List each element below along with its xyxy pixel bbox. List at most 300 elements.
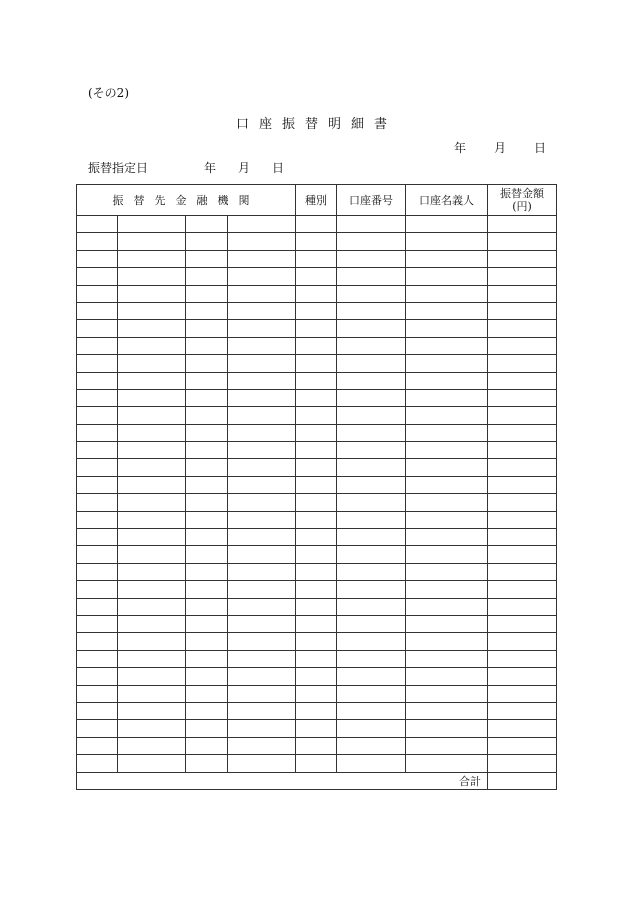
account-number-cell[interactable] [337,216,406,233]
account-holder-cell[interactable] [406,702,488,719]
bank-cell-1[interactable] [77,598,118,615]
bank-cell-1[interactable] [77,685,118,702]
type-cell[interactable] [296,581,337,598]
column-header-type: 種別 [296,185,337,216]
account-holder-cell[interactable] [406,494,488,511]
table-row [77,372,557,389]
table-row [77,615,557,632]
account-number-cell[interactable] [337,302,406,319]
bank-cell-4[interactable] [228,459,296,476]
account-holder-cell[interactable] [406,389,488,406]
table-row [77,685,557,702]
bank-cell-1[interactable] [77,581,118,598]
account-holder-cell[interactable] [406,233,488,250]
bank-cell-2[interactable] [118,737,186,754]
type-cell[interactable] [296,563,337,580]
type-cell[interactable] [296,337,337,354]
amount-cell[interactable] [488,563,557,580]
bank-cell-3[interactable] [186,250,228,267]
bank-cell-3[interactable] [186,650,228,667]
table-row [77,598,557,615]
bank-cell-4[interactable] [228,268,296,285]
amount-cell[interactable] [488,511,557,528]
bank-cell-2[interactable] [118,720,186,737]
account-number-cell[interactable] [337,389,406,406]
bank-cell-1[interactable] [77,233,118,250]
amount-cell[interactable] [488,720,557,737]
bank-cell-2[interactable] [118,633,186,650]
account-holder-cell[interactable] [406,302,488,319]
table-row [77,633,557,650]
bank-cell-4[interactable] [228,285,296,302]
type-cell[interactable] [296,389,337,406]
bank-cell-4[interactable] [228,633,296,650]
bank-cell-2[interactable] [118,337,186,354]
account-holder-cell[interactable] [406,285,488,302]
type-cell[interactable] [296,650,337,667]
amount-cell[interactable] [488,598,557,615]
transfer-day-label: 日 [272,161,285,175]
bank-cell-2[interactable] [118,442,186,459]
type-cell[interactable] [296,250,337,267]
account-holder-cell[interactable] [406,372,488,389]
bank-cell-3[interactable] [186,476,228,493]
bank-cell-3[interactable] [186,755,228,772]
account-holder-cell[interactable] [406,216,488,233]
date-year-label: 年 [454,141,467,155]
bank-cell-4[interactable] [228,529,296,546]
type-cell[interactable] [296,424,337,441]
table-header-row [77,185,557,216]
account-holder-cell[interactable] [406,615,488,632]
type-cell[interactable] [296,268,337,285]
amount-header-line1: 振替金額 [500,187,544,200]
account-number-cell[interactable] [337,685,406,702]
amount-cell[interactable] [488,459,557,476]
account-number-cell[interactable] [337,407,406,424]
account-holder-cell[interactable] [406,720,488,737]
table-row [77,563,557,580]
account-holder-cell[interactable] [406,355,488,372]
bank-cell-1[interactable] [77,615,118,632]
account-holder-cell[interactable] [406,546,488,563]
bank-cell-1[interactable] [77,720,118,737]
table-row [77,233,557,250]
account-holder-cell[interactable] [406,598,488,615]
bank-cell-4[interactable] [228,216,296,233]
account-holder-cell[interactable] [406,268,488,285]
bank-cell-1[interactable] [77,755,118,772]
bank-cell-3[interactable] [186,442,228,459]
amount-cell[interactable] [488,424,557,441]
amount-cell[interactable] [488,476,557,493]
bank-cell-1[interactable] [77,250,118,267]
bank-cell-4[interactable] [228,337,296,354]
account-holder-cell[interactable] [406,685,488,702]
bank-cell-1[interactable] [77,442,118,459]
table-row [77,407,557,424]
bank-cell-1[interactable] [77,407,118,424]
bank-cell-4[interactable] [228,355,296,372]
type-cell[interactable] [296,355,337,372]
total-row [77,772,557,789]
bank-cell-2[interactable] [118,685,186,702]
bank-cell-3[interactable] [186,685,228,702]
bank-cell-4[interactable] [228,424,296,441]
type-cell[interactable] [296,685,337,702]
table-row [77,650,557,667]
total-label: 合計 [77,772,488,789]
amount-cell[interactable] [488,233,557,250]
bank-cell-2[interactable] [118,233,186,250]
account-holder-cell[interactable] [406,407,488,424]
bank-cell-2[interactable] [118,581,186,598]
table-row [77,755,557,772]
bank-cell-2[interactable] [118,424,186,441]
bank-cell-1[interactable] [77,337,118,354]
table-row [77,511,557,528]
account-holder-cell[interactable] [406,320,488,337]
bank-cell-1[interactable] [77,633,118,650]
bank-cell-2[interactable] [118,268,186,285]
bank-cell-4[interactable] [228,702,296,719]
amount-cell[interactable] [488,633,557,650]
bank-cell-4[interactable] [228,389,296,406]
account-number-cell[interactable] [337,702,406,719]
bank-cell-2[interactable] [118,285,186,302]
type-cell[interactable] [296,216,337,233]
bank-cell-4[interactable] [228,511,296,528]
account-number-cell[interactable] [337,650,406,667]
account-number-cell[interactable] [337,285,406,302]
total-amount-cell[interactable] [488,772,557,789]
table-row [77,268,557,285]
account-holder-cell[interactable] [406,633,488,650]
type-cell[interactable] [296,615,337,632]
bank-cell-3[interactable] [186,615,228,632]
type-cell[interactable] [296,372,337,389]
bank-cell-1[interactable] [77,650,118,667]
transfer-date-label: 振替指定日 [88,161,149,175]
amount-cell[interactable] [488,268,557,285]
type-cell[interactable] [296,546,337,563]
bank-cell-4[interactable] [228,668,296,685]
type-cell[interactable] [296,442,337,459]
type-cell[interactable] [296,494,337,511]
account-holder-cell[interactable] [406,250,488,267]
bank-cell-1[interactable] [77,389,118,406]
bank-cell-3[interactable] [186,337,228,354]
bank-cell-3[interactable] [186,720,228,737]
amount-cell[interactable] [488,615,557,632]
table-row [77,702,557,719]
amount-cell[interactable] [488,581,557,598]
bank-cell-3[interactable] [186,737,228,754]
bank-cell-4[interactable] [228,442,296,459]
account-holder-cell[interactable] [406,337,488,354]
bank-cell-1[interactable] [77,268,118,285]
amount-cell[interactable] [488,389,557,406]
account-number-cell[interactable] [337,755,406,772]
account-number-cell[interactable] [337,737,406,754]
bank-cell-1[interactable] [77,355,118,372]
bank-cell-2[interactable] [118,320,186,337]
bank-cell-2[interactable] [118,511,186,528]
table-row [77,581,557,598]
bank-cell-1[interactable] [77,285,118,302]
transfer-detail-table [76,184,557,790]
amount-cell[interactable] [488,372,557,389]
bank-cell-4[interactable] [228,650,296,667]
bank-cell-4[interactable] [228,737,296,754]
bank-cell-2[interactable] [118,459,186,476]
table-row [77,337,557,354]
account-number-cell[interactable] [337,581,406,598]
transfer-year-label: 年 [204,161,217,175]
bank-cell-2[interactable] [118,563,186,580]
type-cell[interactable] [296,320,337,337]
transfer-date-line [88,159,284,176]
bank-cell-2[interactable] [118,302,186,319]
bank-cell-4[interactable] [228,685,296,702]
account-number-cell[interactable] [337,563,406,580]
bank-cell-1[interactable] [77,546,118,563]
account-number-cell[interactable] [337,268,406,285]
table-row [77,250,557,267]
bank-cell-3[interactable] [186,459,228,476]
account-holder-cell[interactable] [406,529,488,546]
document-title: 口座振替明細書 [236,117,398,132]
table-row [77,668,557,685]
bank-cell-1[interactable] [77,563,118,580]
bank-cell-3[interactable] [186,529,228,546]
table-row [77,355,557,372]
bank-cell-2[interactable] [118,476,186,493]
table-row [77,459,557,476]
bank-cell-3[interactable] [186,424,228,441]
amount-cell[interactable] [488,755,557,772]
type-cell[interactable] [296,233,337,250]
bank-cell-1[interactable] [77,320,118,337]
bank-cell-2[interactable] [118,355,186,372]
type-cell[interactable] [296,633,337,650]
account-holder-cell[interactable] [406,476,488,493]
bank-cell-1[interactable] [77,476,118,493]
account-number-cell[interactable] [337,476,406,493]
bank-cell-2[interactable] [118,529,186,546]
type-cell[interactable] [296,529,337,546]
bank-cell-3[interactable] [186,285,228,302]
bank-cell-1[interactable] [77,668,118,685]
table-row [77,389,557,406]
account-holder-cell[interactable] [406,563,488,580]
amount-cell[interactable] [488,546,557,563]
bank-cell-3[interactable] [186,389,228,406]
amount-cell[interactable] [488,702,557,719]
bank-cell-1[interactable] [77,511,118,528]
bank-cell-4[interactable] [228,494,296,511]
bank-cell-1[interactable] [77,737,118,754]
bank-cell-2[interactable] [118,494,186,511]
bank-cell-3[interactable] [186,668,228,685]
bank-cell-3[interactable] [186,511,228,528]
amount-cell[interactable] [488,442,557,459]
bank-cell-4[interactable] [228,407,296,424]
column-header-amount [488,185,557,216]
type-cell[interactable] [296,476,337,493]
bank-cell-3[interactable] [186,355,228,372]
bank-cell-4[interactable] [228,563,296,580]
account-holder-cell[interactable] [406,424,488,441]
bank-cell-1[interactable] [77,529,118,546]
bank-cell-3[interactable] [186,372,228,389]
bank-cell-3[interactable] [186,407,228,424]
bank-cell-3[interactable] [186,268,228,285]
bank-cell-2[interactable] [118,216,186,233]
account-holder-cell[interactable] [406,755,488,772]
table-row [77,546,557,563]
account-number-cell[interactable] [337,720,406,737]
account-holder-cell[interactable] [406,581,488,598]
amount-cell[interactable] [488,337,557,354]
bank-cell-1[interactable] [77,459,118,476]
bank-cell-2[interactable] [118,598,186,615]
amount-cell[interactable] [488,285,557,302]
bank-cell-1[interactable] [77,216,118,233]
bank-cell-2[interactable] [118,702,186,719]
bank-cell-1[interactable] [77,424,118,441]
column-header-account-number: 口座番号 [337,185,406,216]
bank-cell-3[interactable] [186,598,228,615]
account-number-cell[interactable] [337,233,406,250]
bank-cell-4[interactable] [228,233,296,250]
bank-cell-3[interactable] [186,633,228,650]
type-cell[interactable] [296,755,337,772]
account-number-cell[interactable] [337,320,406,337]
bank-cell-2[interactable] [118,407,186,424]
amount-cell[interactable] [488,668,557,685]
bank-cell-4[interactable] [228,372,296,389]
bank-cell-4[interactable] [228,250,296,267]
bank-cell-3[interactable] [186,581,228,598]
bank-cell-1[interactable] [77,302,118,319]
account-holder-cell[interactable] [406,668,488,685]
account-number-cell[interactable] [337,355,406,372]
amount-cell[interactable] [488,529,557,546]
type-cell[interactable] [296,598,337,615]
account-holder-cell[interactable] [406,459,488,476]
column-header-bank: 振替先金融機関 [77,185,296,216]
amount-cell[interactable] [488,407,557,424]
account-number-cell[interactable] [337,250,406,267]
amount-cell[interactable] [488,302,557,319]
bank-cell-1[interactable] [77,702,118,719]
amount-cell[interactable] [488,250,557,267]
bank-cell-4[interactable] [228,476,296,493]
account-number-cell[interactable] [337,372,406,389]
date-month-label: 月 [494,141,507,155]
bank-cell-4[interactable] [228,720,296,737]
account-number-cell[interactable] [337,668,406,685]
type-cell[interactable] [296,407,337,424]
bank-cell-3[interactable] [186,233,228,250]
account-number-cell[interactable] [337,511,406,528]
bank-cell-3[interactable] [186,563,228,580]
bank-cell-3[interactable] [186,546,228,563]
account-number-cell[interactable] [337,633,406,650]
bank-cell-2[interactable] [118,755,186,772]
bank-cell-4[interactable] [228,598,296,615]
bank-cell-4[interactable] [228,755,296,772]
type-cell[interactable] [296,459,337,476]
bank-cell-3[interactable] [186,216,228,233]
amount-cell[interactable] [488,685,557,702]
type-cell[interactable] [296,737,337,754]
account-number-cell[interactable] [337,546,406,563]
amount-cell[interactable] [488,737,557,754]
amount-cell[interactable] [488,216,557,233]
type-cell[interactable] [296,720,337,737]
bank-cell-2[interactable] [118,615,186,632]
bank-cell-3[interactable] [186,320,228,337]
bank-cell-2[interactable] [118,250,186,267]
table-body [77,216,557,773]
amount-cell[interactable] [488,320,557,337]
type-cell[interactable] [296,702,337,719]
bank-cell-1[interactable] [77,372,118,389]
amount-cell[interactable] [488,494,557,511]
account-holder-cell[interactable] [406,737,488,754]
account-holder-cell[interactable] [406,442,488,459]
account-number-cell[interactable] [337,459,406,476]
account-holder-cell[interactable] [406,511,488,528]
table-row [77,320,557,337]
type-cell[interactable] [296,302,337,319]
bank-cell-4[interactable] [228,546,296,563]
account-number-cell[interactable] [337,598,406,615]
bank-cell-4[interactable] [228,320,296,337]
bank-cell-2[interactable] [118,650,186,667]
bank-cell-4[interactable] [228,615,296,632]
bank-cell-2[interactable] [118,546,186,563]
type-cell[interactable] [296,511,337,528]
bank-cell-2[interactable] [118,389,186,406]
document-date [454,139,546,156]
page-note: (その2) [88,86,129,100]
bank-cell-3[interactable] [186,494,228,511]
table-row [77,442,557,459]
bank-cell-4[interactable] [228,581,296,598]
bank-cell-2[interactable] [118,668,186,685]
amount-cell[interactable] [488,650,557,667]
amount-cell[interactable] [488,355,557,372]
bank-cell-2[interactable] [118,372,186,389]
account-number-cell[interactable] [337,442,406,459]
type-cell[interactable] [296,285,337,302]
account-number-cell[interactable] [337,615,406,632]
account-number-cell[interactable] [337,529,406,546]
type-cell[interactable] [296,668,337,685]
bank-cell-3[interactable] [186,702,228,719]
account-number-cell[interactable] [337,494,406,511]
bank-cell-4[interactable] [228,302,296,319]
account-number-cell[interactable] [337,424,406,441]
bank-cell-3[interactable] [186,302,228,319]
account-holder-cell[interactable] [406,650,488,667]
account-number-cell[interactable] [337,337,406,354]
table-row [77,720,557,737]
bank-cell-1[interactable] [77,494,118,511]
